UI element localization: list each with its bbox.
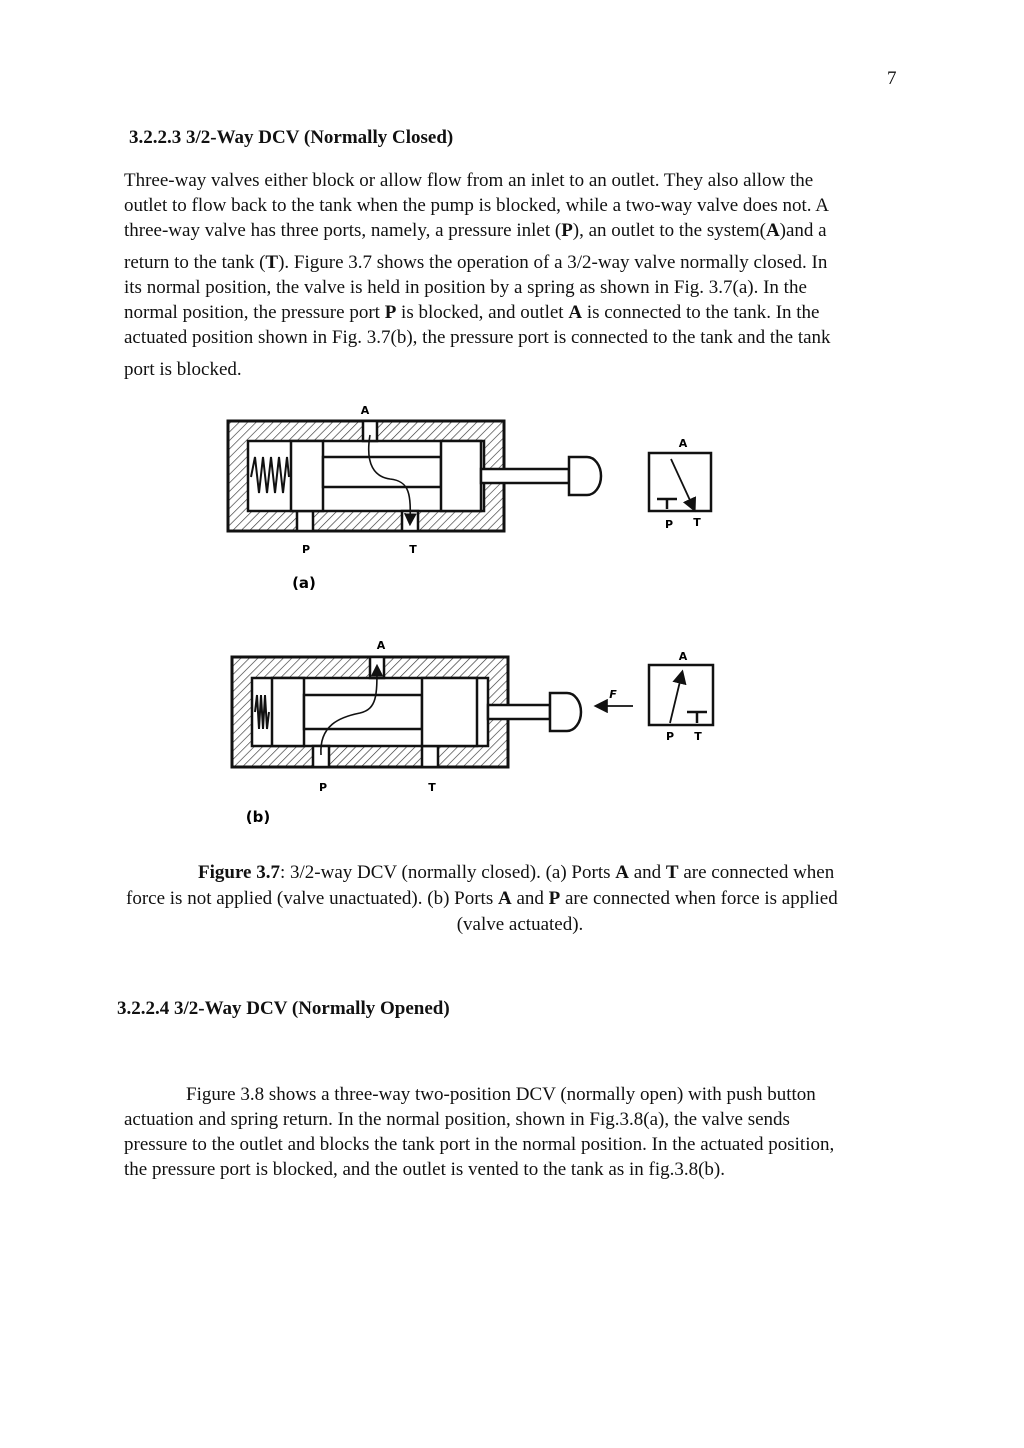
caption-line: Figure 3.7: 3/2-way DCV (normally closed). (a) Ports A and T are connected when <box>198 862 835 883</box>
valve-a <box>228 404 601 556</box>
text-line: Three-way valves either block or allow flow from an inlet to an outlet. They also allow the <box>124 170 814 191</box>
text-line: port is blocked. <box>124 359 242 380</box>
port-t-label: T <box>428 781 436 794</box>
valve-symbol-b <box>649 650 713 743</box>
symbol-p-label: P <box>664 518 674 531</box>
valve-symbol-a <box>649 437 711 531</box>
port-a-label: A <box>360 404 370 417</box>
section-heading-normally-closed: 3.2.2.3 3/2-Way DCV (Normally Closed) <box>129 127 454 148</box>
section-heading-normally-opened: 3.2.2.4 3/2-Way DCV (Normally Opened) <box>117 998 450 1019</box>
figure-caption <box>120 860 920 938</box>
text-line: outlet to flow back to the tank when the pump is blocked, while a two-way valve does not. A <box>124 195 829 216</box>
symbol-t-label: T <box>693 516 701 529</box>
text-line: the pressure port is blocked, and the outlet is vented to the tank as in fig.3.8(b). <box>124 1159 725 1180</box>
text-line: pressure to the outlet and blocks the tank port in the normal position. In the actuated position, <box>124 1134 835 1155</box>
symbol-t-label: T <box>694 730 702 743</box>
port-p-label: P <box>301 543 311 556</box>
text-line: three-way valve has three ports, namely, a pressure inlet (P), an outlet to the system(A)and a <box>124 220 827 241</box>
port-p-label: P <box>318 781 328 794</box>
figure-a-label: (a) <box>292 574 316 592</box>
figure-3-7-diagram <box>215 395 735 840</box>
caption-line: force is not applied (valve unactuated). (b) Ports A and P are connected when force is applied <box>126 888 838 909</box>
port-t-label: T <box>409 543 417 556</box>
caption-line: (valve actuated). <box>456 914 584 935</box>
text-line: Figure 3.8 shows a three-way two-position DCV (normally open) with push button <box>186 1084 816 1105</box>
text-line: actuated position shown in Fig. 3.7(b), the pressure port is connected to the tank and the tank <box>124 327 831 348</box>
push-button-icon <box>550 693 581 731</box>
valve-b <box>232 639 633 794</box>
page-number: 7 <box>887 68 897 89</box>
paragraph-normally-opened <box>124 1082 924 1182</box>
text-line: its normal position, the valve is held in position by a spring as shown in Fig. 3.7(a). In the <box>124 277 807 298</box>
port-a-label: A <box>376 639 386 652</box>
text-line: normal position, the pressure port P is blocked, and outlet A is connected to the tank. In the <box>124 302 820 323</box>
paragraph-normally-closed <box>124 168 924 382</box>
symbol-a-label: A <box>678 650 688 663</box>
symbol-a-label: A <box>678 437 688 450</box>
force-label: F <box>609 688 617 701</box>
text-line: return to the tank (T). Figure 3.7 shows the operation of a 3/2-way valve normally closed. In <box>124 252 828 273</box>
push-button-icon <box>569 457 601 495</box>
figure-b-label: (b) <box>245 808 271 826</box>
symbol-p-label: P <box>665 730 675 743</box>
text-line: actuation and spring return. In the normal position, shown in Fig.3.8(a), the valve sends <box>124 1109 790 1130</box>
